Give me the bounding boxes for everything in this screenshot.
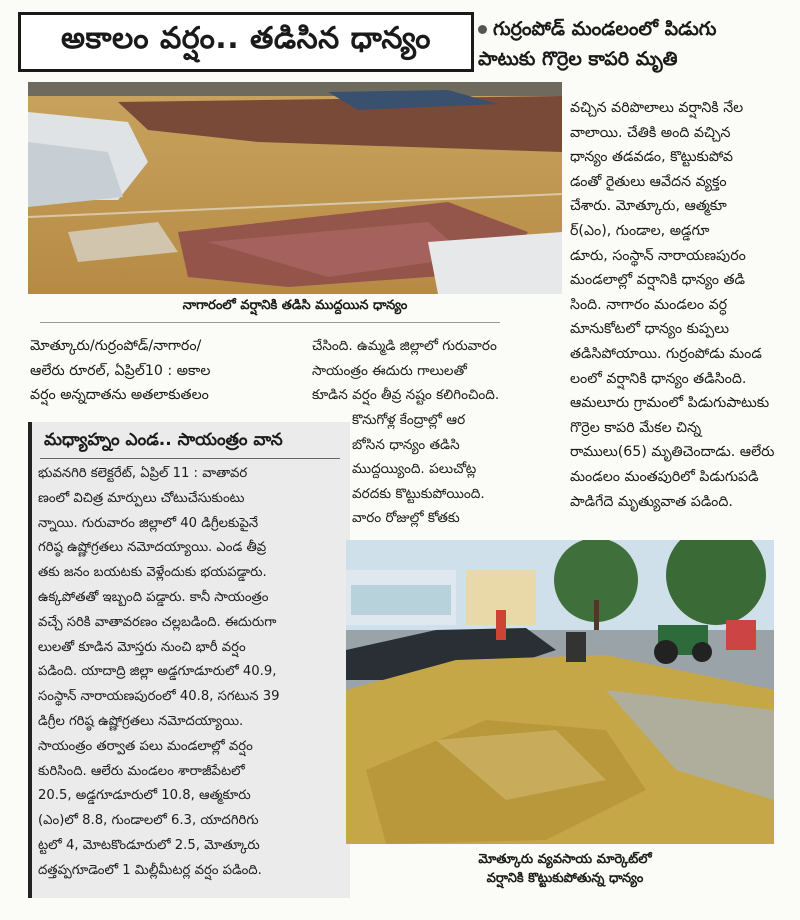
text-line: సంస్థాన్ నారాయణపురంలో 40.8, సగటున 39 [38,689,280,705]
caption-divider [40,322,500,323]
box-text [38,462,338,884]
text-line: భువనగిరి కలెక్టరేట్, ఏప్రిల్ 11 : వాతావర [38,466,248,481]
text-line: ముద్దయ్యింది. పలుచోట్ల [352,461,477,478]
box-divider [40,458,340,459]
text-line: గరిష్ఠ ఉష్ణోగ్రతలు నమోదయ్యాయి. ఎండ తీవ్ర [38,540,267,556]
middle-column-cont [352,408,522,531]
text-line: వర్షం అన్నదాతను అతలాకుతలం [30,387,209,404]
text-line: మండలాల్లో వర్షానికి ధాన్యం తడి [570,272,746,289]
text-line: రాములు(65) మృతిచెందాడు. ఆలేరు [570,444,775,461]
headline-box [18,12,474,72]
text-line: కురిసింది. ఆలేరు మండలం శారాజీపేటలో [38,763,245,779]
headline: అకాలం వర్షం.. తడిసిన ధాన్యం [61,21,431,56]
right-column [570,96,792,514]
text-line: లంలో వర్షానికి ధాన్యం తడిసింది. [570,370,747,387]
text-line: సాయంత్రం తర్వాత పలు మండలాల్లో వర్షం [38,738,253,754]
bullet-icon [478,25,487,34]
text-line: మానుకోటలో ధాన్యం కుప్పలు [570,321,730,338]
caption-line: వర్షానికి కొట్టుకుపోతున్న ధాన్యం [486,871,644,886]
middle-column [312,334,522,408]
text-line: ర్(ఎం), గుండాల, అడ్డగూ [570,222,710,239]
text-line: తకు జనం బయటకు వెళ్లేందుకు భయపడ్డారు. [38,565,267,581]
text-line: పడింది. యాదాద్రి జిల్లా అడ్డగూడూరులో 40.9, [38,664,277,680]
text-line: ధాన్యం తడవడం, కొట్టుకుపోవ [570,149,733,166]
text-line: పాడిగేదె మృత్యువాత పడింది. [570,493,733,510]
subhead-line-1: గుర్రంపోడ్ మండలంలో పిడుగు [493,18,717,40]
text-line: దత్తప్పగూడెంలో 1 మిల్లీమీటర్ల వర్షం పడింది. [38,862,262,878]
text-line: మోత్కూరు/గుర్రంపోడ్/నాగారం/ [30,338,202,354]
text-line: చేసింది. ఉమ్మడి జిల్లాలో గురువారం [312,338,497,354]
photo2-caption [400,850,730,888]
text-line: సాయంత్రం ఈదురు గాలులతో [312,362,467,379]
text-line: న్నాయి. గురువారం జిల్లాలో 40 డిగ్రీలకుపైనే [38,515,259,531]
text-line: ట్టలో 4, మోటకొండూరులో 2.5, మోత్కూరు [38,837,260,853]
text-line: వరదకు కొట్టుకుపోయింది. [352,485,485,502]
text-line: (ఎం)లో 8.8, గుండాలలో 6.3, యాదగిరిగు [38,813,259,829]
text-line: సింది. నాగారం మండలం వర్ధ [570,296,728,313]
text-line: చేశారు. మోత్కూరు, ఆత్మకూ [570,198,727,215]
text-line: వారం రోజుల్లో కోతకు [352,510,460,527]
caption-line: మోత్కూరు వ్యవసాయ మార్కెట్‌లో [478,852,652,867]
text-line: డంతో రైతులు ఆవేదన వ్యక్తం [570,173,727,190]
text-line: వచ్చిన వరిపొలాలు వర్షానికి నేల [570,100,744,116]
subheadline [478,14,793,74]
text-line: 20.5, అడ్డగూడూరులో 10.8, ఆత్మకూరు [38,788,251,804]
box-title: మధ్యాహ్నం ఎండ.. సాయంత్రం వాన [44,430,283,450]
text-line: లులతో కూడిన మోస్తరు నుంచి భారీ వర్షం [38,639,246,655]
intro-column [30,334,262,408]
text-line: ణంలో విచిత్ర మార్పులు చోటుచేసుకుంటు [38,490,245,506]
text-line: గొర్రెల కాపరి మేకల చిన్న [570,419,702,436]
text-line: డూరు, సంస్థాన్ నారాయణపురం [570,247,746,264]
wet-paddy-photo [28,82,562,294]
text-line: బోసిన ధాన్యం తడిసి [352,436,460,453]
photo1-caption: నాగారంలో వర్షానికి తడిసి ముద్దయిన ధాన్యం [182,298,408,313]
text-line: ఆలేరు రూరల్, ఏప్రిల్10 : అకాల [30,362,211,379]
text-line: ఆమలూరు గ్రామంలో పిడుగుపాటుకు [570,395,770,412]
text-line: తడిసిపోయాయి. గుర్రంపోడు మండ [570,345,762,362]
text-line: కొనుగోళ్ల కేంద్రాల్లో ఆర [352,412,466,428]
subhead-line-2: పాటుకు గొర్రెల కాపరి మృతి [478,48,678,70]
text-line: వచ్చే సరికి వాతావరణం చల్లబడింది. ఈదురుగా [38,614,277,630]
text-line: మండలం మంతపురిలో పిడుగుపడి [570,468,759,485]
text-line: వాలాయి. చేతికి అంది వచ్చిన [570,124,731,141]
text-line: ఉక్కపోతతో ఇబ్బంది పడ్డారు. కానీ సాయంత్రం [38,589,269,605]
text-line: కూడిన వర్షం తీవ్ర నష్టం కలిగించింది. [312,387,500,404]
text-line: డిగ్రీల గరిష్ఠ ఉష్ణోగ్రతలు నమోదయ్యాయి. [38,713,244,729]
market-yard-photo [346,540,774,844]
